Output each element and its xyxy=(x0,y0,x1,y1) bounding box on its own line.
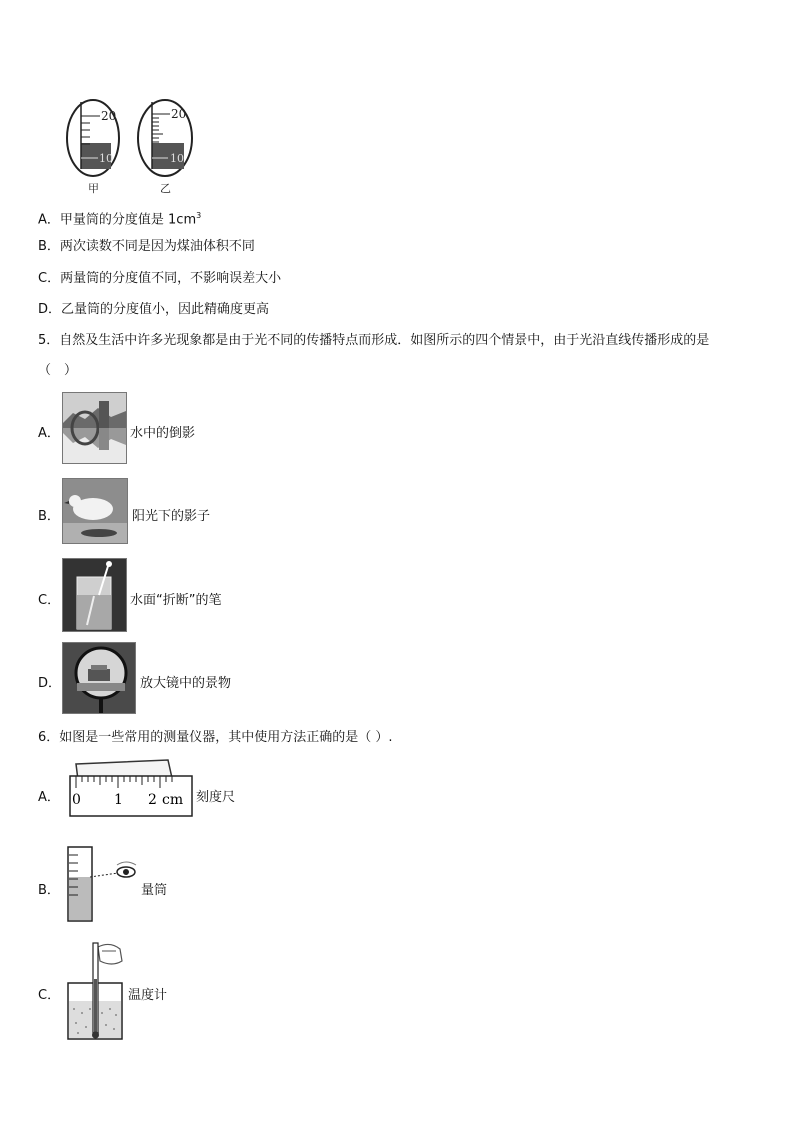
q6-choice-c-letter: C． xyxy=(38,988,61,1003)
yi-tick-10: 10 xyxy=(170,152,184,165)
q5-choice-a-label: 水中的倒影 xyxy=(130,426,196,441)
q5-choice-c-label: 水面“折断”的笔 xyxy=(130,593,222,608)
cylinder-jia xyxy=(67,100,119,195)
q6-choice-a-label: 刻度尺 xyxy=(196,790,236,805)
q4-option-c: C．两量筒的分度值不同，不影响误差大小 xyxy=(38,271,282,286)
q6-choice-c-label: 温度计 xyxy=(128,988,168,1003)
q5-choice-c-letter: C． xyxy=(38,593,61,608)
q4-option-d: D．乙量筒的分度值小，因此精确度更高 xyxy=(38,302,270,317)
q6-choice-b-label: 量筒 xyxy=(141,883,168,898)
magnifier-photo xyxy=(62,642,136,714)
yi-tick-20: 20 xyxy=(171,107,187,121)
q5-stem: 5．自然及生活中许多光现象都是由于光不同的传播特点而形成．如图所示的四个情景中，由于光沿直线传播形成的是 xyxy=(38,333,710,348)
q5-choice-b-letter: B． xyxy=(38,509,60,524)
jia-tick-20: 20 xyxy=(101,109,117,123)
q4-option-b: B．两次读数不同是因为煤油体积不同 xyxy=(38,239,255,254)
thermometer-figure xyxy=(62,939,128,1043)
q5-choice-a-letter: A． xyxy=(38,426,60,441)
q5-choice-d-letter: D． xyxy=(38,676,62,691)
ruler-tick-2: 2 xyxy=(148,792,157,808)
cylinder-yi xyxy=(138,100,192,195)
jia-caption: 甲 xyxy=(88,182,99,195)
ruler-tick-0: 0 xyxy=(72,792,81,808)
broken-pen-photo xyxy=(62,558,127,632)
q5-choice-d-label: 放大镜中的景物 xyxy=(140,676,232,691)
q5-answer-paren: （ ） xyxy=(38,363,78,378)
reflection-photo xyxy=(62,392,127,464)
graduated-cylinders-figure xyxy=(60,96,210,196)
q6-choice-b-letter: B． xyxy=(38,883,60,898)
ruler-unit: cm xyxy=(162,792,184,808)
q6-stem: 6．如图是一些常用的测量仪器，其中使用方法正确的是（ ）. xyxy=(38,730,393,745)
shadow-photo xyxy=(62,478,128,544)
yi-caption: 乙 xyxy=(160,182,171,195)
q5-choice-b-label: 阳光下的影子 xyxy=(132,509,211,524)
q4-option-a: A．甲量筒的分度值是 $1cm^3$ xyxy=(38,211,202,228)
measuring-cylinder-figure xyxy=(60,843,142,923)
q6-choice-a-letter: A． xyxy=(38,790,60,805)
ruler-tick-1: 1 xyxy=(114,792,123,808)
jia-tick-10: 10 xyxy=(99,152,113,165)
ruler-figure xyxy=(68,758,194,824)
